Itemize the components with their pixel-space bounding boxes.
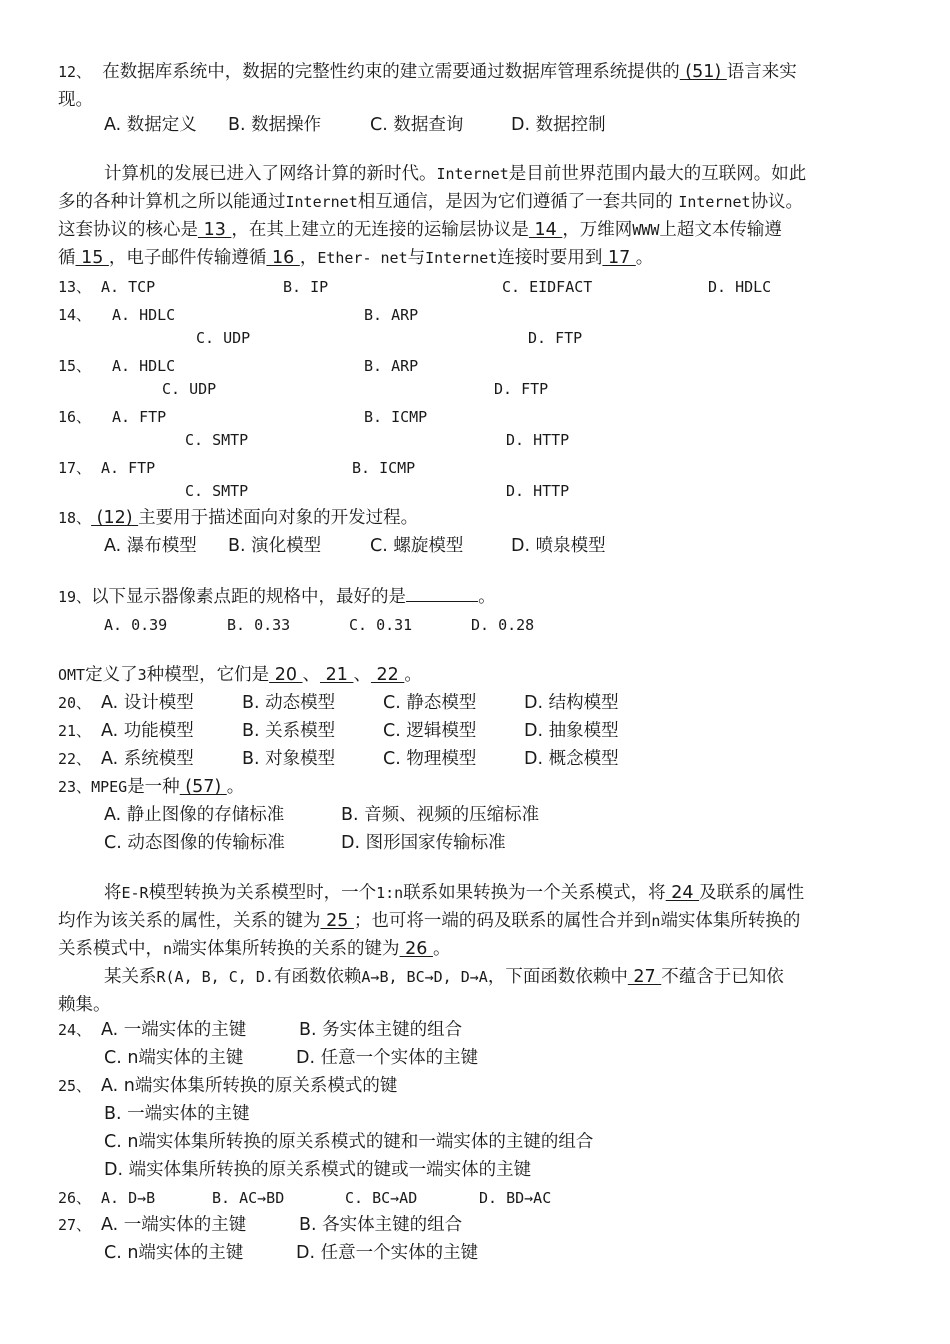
q14-option-a: A. HDLC [112, 306, 176, 324]
passage2-line2: 均作为该关系的属性，关系的键为 25 ；也可将一端的码及联系的属性合并到n端实体集所转换的 [58, 911, 801, 931]
q21-option-a: A. 功能模型 [101, 721, 194, 741]
q17-option-c: C. SMTP [185, 482, 249, 500]
answer-blank: 14 [528, 220, 563, 240]
q23-option-d: D. 图形国家传输标准 [341, 833, 506, 853]
q16-option-b: B. ICMP [364, 408, 428, 426]
q20-option-c: C. 静态模型 [383, 693, 477, 713]
q17-option-b: B. ICMP [352, 459, 416, 477]
q18-option-d: D. 喷泉模型 [511, 536, 606, 556]
q14-option-d: D. FTP [528, 329, 583, 347]
q27-number: 27、 [58, 1216, 92, 1234]
q27-option-c: C. n端实体的主键 [104, 1243, 244, 1263]
q13-option-a: A. TCP [101, 278, 156, 296]
q23-option-a: A. 静止图像的存储标准 [104, 805, 285, 825]
q24-option-a: A. 一端实体的主键 [101, 1020, 247, 1040]
q22-option-c: C. 物理模型 [383, 749, 477, 769]
q24-option-c: C. n端实体的主键 [104, 1048, 244, 1068]
q25-option-b: B. 一端实体的主键 [104, 1104, 250, 1124]
q20-number: 20、 [58, 694, 92, 712]
q23-stem: 23、MPEG是一种 (57) 。 [58, 777, 245, 797]
q26-option-a: A. D→B [101, 1189, 156, 1207]
answer-blank: 22 [370, 665, 405, 685]
q27-option-b: B. 各实体主键的组合 [299, 1215, 463, 1235]
question-stem: 在数据库系统中，数据的完整性约束的建立需要通过数据库管理系统提供的 [102, 62, 680, 82]
q15-option-a: A. HDLC [112, 357, 176, 375]
q25-option-a: A. n端实体集所转换的原关系模式的键 [101, 1076, 398, 1096]
question-number: 12、 [58, 63, 92, 81]
q19-option-b: B. 0.33 [227, 616, 291, 634]
q24-option-b: B. 务实体主键的组合 [299, 1020, 463, 1040]
passage2-line1: 将E-R模型转换为关系模型时，一个1:n联系如果转换为一个关系模式，将 24 及联系的属性 [104, 883, 805, 903]
q19-option-d: D. 0.28 [471, 616, 535, 634]
q15-option-b: B. ARP [364, 357, 419, 375]
q25-number: 25、 [58, 1077, 92, 1095]
q19-option-a: A. 0.39 [104, 616, 168, 634]
omt-passage: OMT定义了3种模型，它们是 20 、 21 、 22 。 [58, 665, 422, 685]
q24-number: 24、 [58, 1021, 92, 1039]
question-stem: 语言来实 [726, 62, 797, 82]
answer-blank: 17 [602, 248, 636, 268]
passage3-line2: 赖集。 [58, 995, 111, 1015]
q23-option-c: C. 动态图像的传输标准 [104, 833, 285, 853]
q23-option-b: B. 音频、视频的压缩标准 [341, 805, 540, 825]
answer-blank: 16 [266, 248, 300, 268]
q17-option-a: A. FTP [101, 459, 156, 477]
q18-option-a: A. 瀑布模型 [104, 536, 197, 556]
q15-number: 15、 [58, 357, 92, 375]
q18-option-b: B. 演化模型 [228, 536, 322, 556]
q20-option-b: B. 动态模型 [242, 693, 336, 713]
q13-option-d: D. HDLC [708, 278, 772, 296]
passage1-line4: 循 15 ，电子邮件传输遵循 16 ，Ether- net与Internet连接时要用到 17 。 [58, 248, 654, 268]
q12-stem-line2: 现。 [58, 90, 93, 110]
q14-number: 14、 [58, 306, 92, 324]
q12-option-d: D. 数据控制 [511, 115, 606, 135]
q15-option-c: C. UDP [162, 380, 217, 398]
answer-blank: 20 [269, 665, 303, 685]
q26-option-b: B. AC→BD [212, 1189, 285, 1207]
answer-blank: 24 [665, 883, 700, 903]
q14-option-b: B. ARP [364, 306, 419, 324]
q22-option-a: A. 系统模型 [101, 749, 194, 769]
q12-stem-line1 [58, 60, 797, 84]
q14-option-c: C. UDP [196, 329, 251, 347]
q25-option-c: C. n端实体集所转换的原关系模式的键和一端实体的主键的组合 [104, 1132, 594, 1152]
answer-blank: (57) [179, 777, 227, 797]
q26-number: 26、 [58, 1189, 92, 1207]
q21-option-c: C. 逻辑模型 [383, 721, 477, 741]
q13-option-b: B. IP [283, 278, 329, 296]
q19-option-c: C. 0.31 [349, 616, 413, 634]
answer-blank: 21 [320, 665, 354, 685]
q17-number: 17、 [58, 459, 92, 477]
q22-option-d: D. 概念模型 [524, 749, 619, 769]
q16-option-d: D. HTTP [506, 431, 570, 449]
answer-blank: (12) [91, 508, 139, 528]
answer-blank [406, 587, 478, 602]
q26-option-d: D. BD→AC [479, 1189, 552, 1207]
q21-option-b: B. 关系模型 [242, 721, 336, 741]
q13-option-c: C. EIDFACT [502, 278, 593, 296]
q12-option-c: C. 数据查询 [370, 115, 464, 135]
q22-number: 22、 [58, 750, 92, 768]
q22-option-b: B. 对象模型 [242, 749, 336, 769]
q16-option-a: A. FTP [112, 408, 167, 426]
q25-option-d: D. 端实体集所转换的原关系模式的键或一端实体的主键 [104, 1160, 532, 1180]
q15-option-d: D. FTP [494, 380, 549, 398]
q20-option-a: A. 设计模型 [101, 693, 194, 713]
answer-blank: 26 [399, 939, 433, 959]
q16-option-c: C. SMTP [185, 431, 249, 449]
q16-number: 16、 [58, 408, 92, 426]
q18-option-c: C. 螺旋模型 [370, 536, 464, 556]
q12-option-a: A. 数据定义 [104, 115, 197, 135]
answer-blank: 15 [75, 248, 109, 268]
q12-option-b: B. 数据操作 [228, 115, 322, 135]
q27-option-d: D. 任意一个实体的主键 [296, 1243, 479, 1263]
passage2-line3: 关系模式中，n端实体集所转换的关系的键为 26 。 [58, 939, 451, 959]
answer-blank: (51) [679, 62, 727, 82]
q17-option-d: D. HTTP [506, 482, 570, 500]
q13-number: 13、 [58, 278, 92, 296]
answer-blank: 25 [320, 911, 354, 931]
answer-blank: 27 [627, 967, 662, 987]
q21-option-d: D. 抽象模型 [524, 721, 619, 741]
q26-option-c: C. BC→AD [345, 1189, 418, 1207]
passage1-line3: 这套协议的核心是 13 ，在其上建立的无连接的运输层协议是 14 ，万维网WWW上超文本传输遵 [58, 220, 782, 240]
q20-option-d: D. 结构模型 [524, 693, 619, 713]
q18-stem: 18、 (12) 主要用于描述面向对象的开发过程。 [58, 508, 419, 528]
answer-blank: 13 [198, 220, 232, 240]
passage3-line1: 某关系R(A, B, C, D.有函数依赖A→B, BC→D, D→A，下面函数依赖中 27 不蕴含于已知依 [104, 967, 784, 987]
q24-option-d: D. 任意一个实体的主键 [296, 1048, 479, 1068]
q21-number: 21、 [58, 722, 92, 740]
passage1-line2: 多的各种计算机之所以能通过Internet相互通信，是因为它们遵循了一套共同的 Internet协议。 [58, 192, 804, 212]
q27-option-a: A. 一端实体的主键 [101, 1215, 247, 1235]
q19-stem: 19、以下显示器像素点距的规格中，最好的是 。 [58, 587, 496, 607]
passage1-line1: 计算机的发展已进入了网络计算的新时代。Internet是目前世界范围内最大的互联网。如此 [104, 164, 807, 184]
